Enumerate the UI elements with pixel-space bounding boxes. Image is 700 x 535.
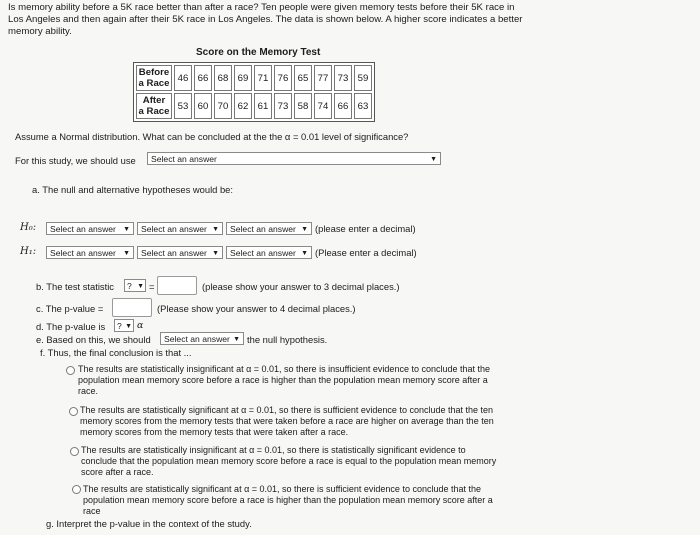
decision-label: e. Based on this, we should	[36, 334, 151, 345]
table-row	[136, 93, 372, 119]
chevron-down-icon: ▼	[301, 226, 308, 233]
p-value-hint: (Please show your answer to 4 decimal places.)	[157, 303, 356, 314]
h0-hint: (please enter a decimal)	[315, 223, 416, 234]
test-statistic-hint: (please show your answer to 3 decimal places.)	[202, 281, 400, 292]
table-row	[136, 65, 372, 91]
chevron-down-icon: ▼	[233, 336, 240, 343]
p-value-compare-select[interactable]: ? ▼	[114, 319, 134, 332]
chevron-down-icon: ▼	[430, 156, 437, 163]
table-cell: 66	[334, 93, 352, 119]
equals-sign: =	[149, 281, 155, 292]
table-title: Score on the Memory Test	[196, 47, 321, 58]
radio-button-icon[interactable]	[72, 485, 81, 494]
radio-button-icon[interactable]	[66, 366, 75, 375]
chevron-down-icon: ▼	[125, 323, 132, 330]
table-cell: 53	[174, 93, 192, 119]
interpret-label: g. Interpret the p-value in the context of the study.	[46, 518, 252, 529]
row-header-after: After a Race	[136, 93, 172, 119]
assume-text: Assume a Normal distribution. What can be concluded at the the α = 0.01 level of significance?	[15, 131, 409, 142]
radio-button-icon[interactable]	[70, 447, 79, 456]
chevron-down-icon: ▼	[137, 283, 144, 290]
table-cell: 71	[254, 65, 272, 91]
h1-label: H₁:	[20, 246, 37, 257]
table-cell: 74	[314, 93, 332, 119]
table-cell: 58	[294, 93, 312, 119]
table-cell: 59	[354, 65, 372, 91]
test-statistic-input[interactable]	[157, 276, 197, 295]
table-cell: 60	[194, 93, 212, 119]
p-value-label: c. The p-value =	[36, 303, 104, 314]
h1-operator-select[interactable]: Select an answer ▼	[137, 246, 223, 259]
h0-param-select[interactable]: Select an answer ▼	[46, 222, 134, 235]
conclusion-option-2: The results are statistically significant at α = 0.01, so there is sufficient evidence to conclude that the ten memory scores from the memory tests that were taken before a race are higher on average than the ten memory scores from the memory tests that were taken after a race.	[80, 405, 494, 437]
decision-select[interactable]: Select an answer ▼	[160, 332, 244, 345]
h0-label: H₀:	[20, 222, 37, 233]
table-cell: 63	[354, 93, 372, 119]
chevron-down-icon: ▼	[123, 250, 130, 257]
memory-score-table	[133, 62, 375, 122]
test-statistic-label: b. The test statistic	[36, 281, 114, 292]
chevron-down-icon: ▼	[212, 226, 219, 233]
conclusion-label: f. Thus, the final conclusion is that ...	[40, 347, 192, 358]
h1-param-select[interactable]: Select an answer ▼	[46, 246, 134, 259]
table-cell: 77	[314, 65, 332, 91]
conclusion-option-1: The results are statistically insignificant at α = 0.01, so there is insufficient evidence to conclude that the population mean memory score before a race is higher than the population mean memory score after a race.	[78, 364, 491, 396]
table-cell: 62	[234, 93, 252, 119]
study-type-select[interactable]: Select an answer ▼	[147, 152, 441, 165]
test-statistic-type-select[interactable]: ? ▼	[124, 279, 146, 292]
table-cell: 46	[174, 65, 192, 91]
h0-value-select[interactable]: Select an answer ▼	[226, 222, 312, 235]
table-cell: 65	[294, 65, 312, 91]
chevron-down-icon: ▼	[301, 250, 308, 257]
question-intro: Is memory ability before a 5K race better than after a race? Ten people were given memory tests before their 5K race in Los Angeles and then again after their 5K race in Los Angeles. The data is shown below. A higher score indicates a better memory ability.	[8, 2, 523, 37]
conclusion-option-4: The results are statistically significant at α = 0.01, so there is sufficient evidence to conclude that the population mean memory score before a race is higher than the population mean memory score after a race	[83, 484, 493, 516]
h0-operator-select[interactable]: Select an answer ▼	[137, 222, 223, 235]
row-header-before: Before a Race	[136, 65, 172, 91]
table-cell: 76	[274, 65, 292, 91]
h1-hint: (Please enter a decimal)	[315, 247, 417, 258]
p-value-compare-label: d. The p-value is	[36, 321, 106, 332]
chevron-down-icon: ▼	[212, 250, 219, 257]
alpha-symbol: α	[137, 320, 144, 331]
table-cell: 66	[194, 65, 212, 91]
chevron-down-icon: ▼	[123, 226, 130, 233]
table-cell: 70	[214, 93, 232, 119]
table-cell: 68	[214, 65, 232, 91]
table-cell: 69	[234, 65, 252, 91]
table-cell: 61	[254, 93, 272, 119]
study-label: For this study, we should use	[15, 155, 136, 166]
decision-suffix: the null hypothesis.	[247, 334, 328, 345]
table-cell: 73	[274, 93, 292, 119]
radio-button-icon[interactable]	[69, 407, 78, 416]
hypotheses-label: a. The null and alternative hypotheses would be:	[32, 184, 234, 195]
p-value-input[interactable]	[112, 298, 152, 317]
conclusion-option-3: The results are statistically insignificant at α = 0.01, so there is statistically significant evidence to conclude that the population mean memory score before a race is equal to the population mean memory score after a race.	[81, 445, 497, 477]
table-cell: 73	[334, 65, 352, 91]
h1-value-select[interactable]: Select an answer ▼	[226, 246, 312, 259]
